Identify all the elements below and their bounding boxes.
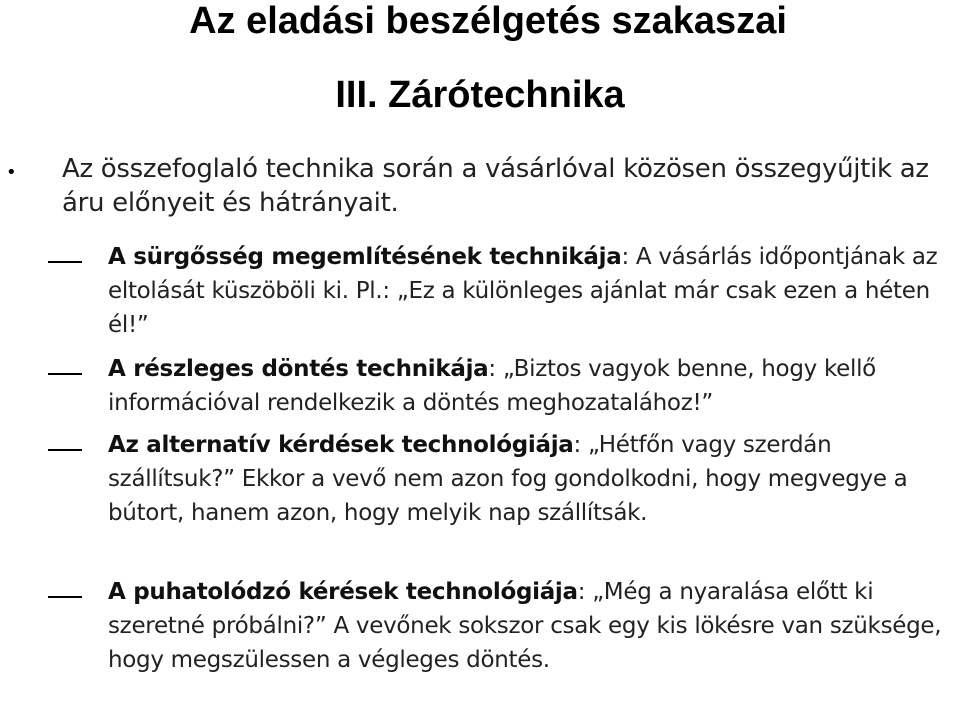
- sub-item-text: [108, 352, 953, 420]
- bullet-dot-icon: •: [6, 162, 17, 183]
- dash-icon: [48, 596, 82, 598]
- sub-item-description: : „Még a nyaralása előtt ki szeretné próbálni?” A vevőnek sokszor csak egy kis lökésre van szüksége, hogy megszülessen a végleges döntés.: [108, 579, 942, 673]
- dash-icon: [48, 373, 82, 375]
- sub-item-term: A sürgősség megemlítésének technikája: [108, 244, 622, 270]
- dash-icon: [48, 261, 82, 263]
- sub-item-term: A puhatolódzó kérések technológiája: [108, 579, 578, 605]
- slide-title: Az eladási beszélgetés szakaszai: [189, 0, 787, 42]
- sub-item-term: Az alternatív kérdések technológiája: [108, 432, 574, 458]
- sub-item-description: : „Biztos vagyok benne, hogy kellő információval rendelkezik a döntés meghozatalához!”: [108, 356, 876, 416]
- main-bullet-text: Az összefoglaló technika során a vásárlóval közösen összegyűjtik az áru előnyeit és hátrányait.: [62, 154, 929, 218]
- slide-subtitle: III. Zárótechnika: [335, 74, 625, 116]
- sub-item-description: : A vásárlás időpontjának az eltolását küszöböli ki. Pl.: „Ez a különleges ajánlat már csak ezen a héten él!”: [108, 244, 938, 338]
- sub-item-term: A részleges döntés technikája: [108, 356, 489, 382]
- sub-item-text: [108, 240, 953, 342]
- sub-item-text: [108, 575, 953, 677]
- sub-item-text: [108, 428, 953, 530]
- sub-item-description: : „Hétfőn vagy szerdán szállítsuk?” Ekkor a vevő nem azon fog gondolkodni, hogy megvegye a bútort, hanem azon, hogy melyik nap szállítsák.: [108, 432, 908, 526]
- dash-icon: [48, 449, 82, 451]
